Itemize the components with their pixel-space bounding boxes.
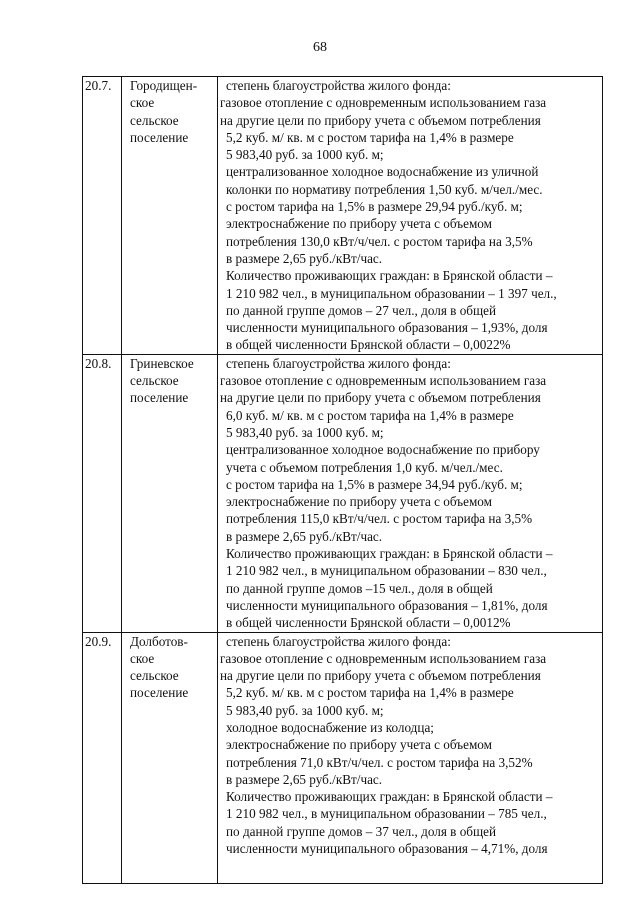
description-line: потребления 130,0 кВт/ч/чел. с ростом тарифа на 3,5% <box>226 233 533 249</box>
description-line: с ростом тарифа на 1,5% в размере 34,94 руб./куб. м; <box>226 476 523 492</box>
settlement-name <box>122 632 218 883</box>
page-number: 68 <box>313 40 327 55</box>
settlement-name-line: ское <box>130 650 155 666</box>
settlement-name-line: поселение <box>130 390 189 406</box>
description-line: электроснабжение по прибору учета с объемом <box>226 494 492 510</box>
description-line: электроснабжение по прибору учета с объемом <box>226 216 492 232</box>
description-line: на другие цели по прибору учета с объемом потребления <box>220 668 541 684</box>
description-line: в размере 2,65 руб./кВт/час. <box>226 771 383 787</box>
description-line: в размере 2,65 руб./кВт/час. <box>226 528 383 544</box>
settlement-name <box>122 77 218 355</box>
description-line: централизованное холодное водоснабжение из уличной <box>226 164 539 180</box>
settlement-name-line: сельское <box>130 373 179 389</box>
description-line: потребления 71,0 кВт/ч/чел. с ростом тарифа на 3,52% <box>226 754 533 770</box>
description-line: электроснабжение по прибору учета с объемом <box>226 737 492 753</box>
description-line: Количество проживающих граждан: в Брянской области – <box>226 789 553 805</box>
settlement-description <box>218 77 603 355</box>
description-line: по данной группе домов –15 чел., доля в общей <box>226 580 493 596</box>
settlement-name-line: сельское <box>130 112 179 128</box>
description-line: в общей численности Брянской области – 0,0012% <box>226 615 511 631</box>
description-line: потребления 115,0 кВт/ч/чел. с ростом тарифа на 3,5% <box>226 511 533 527</box>
description-line: 5,2 куб. м/ кв. м с ростом тарифа на 1,4% в размере <box>226 685 514 701</box>
settlement-description <box>218 632 603 883</box>
table-row <box>83 632 603 883</box>
description-line: 5 983,40 руб. за 1000 куб. м; <box>226 147 384 163</box>
description-line: колонки по нормативу потребления 1,50 куб. м/чел./мес. <box>226 181 543 197</box>
description-line: численности муниципального образования – 1,93%, доля <box>226 320 548 336</box>
description-line: Количество проживающих граждан: в Брянской области – <box>226 546 553 562</box>
description-line: газовое отопление с одновременным использованием газа <box>220 650 547 666</box>
description-line: 1 210 982 чел., в муниципальном образовании – 785 чел., <box>226 806 547 822</box>
settlement-description <box>218 354 603 632</box>
description-line: 5 983,40 руб. за 1000 куб. м; <box>226 702 384 718</box>
description-line: учета с объемом потребления 1,0 куб. м/чел./мес. <box>226 459 503 475</box>
description-line: степень благоустройства жилого фонда: <box>226 355 451 371</box>
utilities-table <box>82 76 603 884</box>
row-number: 20.8. <box>83 354 122 632</box>
settlement-name-line: ское <box>130 95 155 111</box>
description-line: численности муниципального образования – 4,71%, доля <box>226 841 548 857</box>
settlement-name <box>122 354 218 632</box>
description-line: в общей численности Брянской области – 0,0022% <box>226 337 511 353</box>
description-line: степень благоустройства жилого фонда: <box>226 78 451 93</box>
description-line: в размере 2,65 руб./кВт/час. <box>226 250 383 266</box>
description-line: централизованное холодное водоснабжение по прибору <box>226 442 540 458</box>
description-line: 5 983,40 руб. за 1000 куб. м; <box>226 424 384 440</box>
row-number: 20.9. <box>83 632 122 883</box>
settlement-name-line: поселение <box>130 685 189 701</box>
description-line: на другие цели по прибору учета с объемом потребления <box>220 390 541 406</box>
settlement-name-line: Городищен- <box>130 78 198 93</box>
settlement-name-line: Гриневское <box>130 355 194 371</box>
description-line: холодное водоснабжение из колодца; <box>226 719 434 735</box>
description-line: на другие цели по прибору учета с объемом потребления <box>220 112 541 128</box>
description-line: по данной группе домов – 37 чел., доля в общей <box>226 823 497 839</box>
description-line: степень благоустройства жилого фонда: <box>226 633 451 649</box>
row-number: 20.7. <box>83 77 122 355</box>
settlement-name-line: сельское <box>130 668 179 684</box>
table-row <box>83 354 603 632</box>
description-line: численности муниципального образования – 1,81%, доля <box>226 597 548 613</box>
description-line: газовое отопление с одновременным использованием газа <box>220 373 547 389</box>
settlement-name-line: поселение <box>130 129 189 145</box>
settlement-name-line: Долботов- <box>130 633 188 649</box>
description-line: Количество проживающих граждан: в Брянской области – <box>226 268 553 284</box>
description-line: по данной группе домов – 27 чел., доля в общей <box>226 302 497 318</box>
description-line: с ростом тарифа на 1,5% в размере 29,94 руб./куб. м; <box>226 199 523 215</box>
description-line: 1 210 982 чел., в муниципальном образовании – 1 397 чел., <box>226 285 557 301</box>
description-line: 1 210 982 чел., в муниципальном образовании – 830 чел., <box>226 563 547 579</box>
table-row <box>83 77 603 355</box>
description-line: 6,0 куб. м/ кв. м с ростом тарифа на 1,4% в размере <box>226 407 514 423</box>
description-line: газовое отопление с одновременным использованием газа <box>220 95 547 111</box>
description-line: 5,2 куб. м/ кв. м с ростом тарифа на 1,4% в размере <box>226 129 514 145</box>
